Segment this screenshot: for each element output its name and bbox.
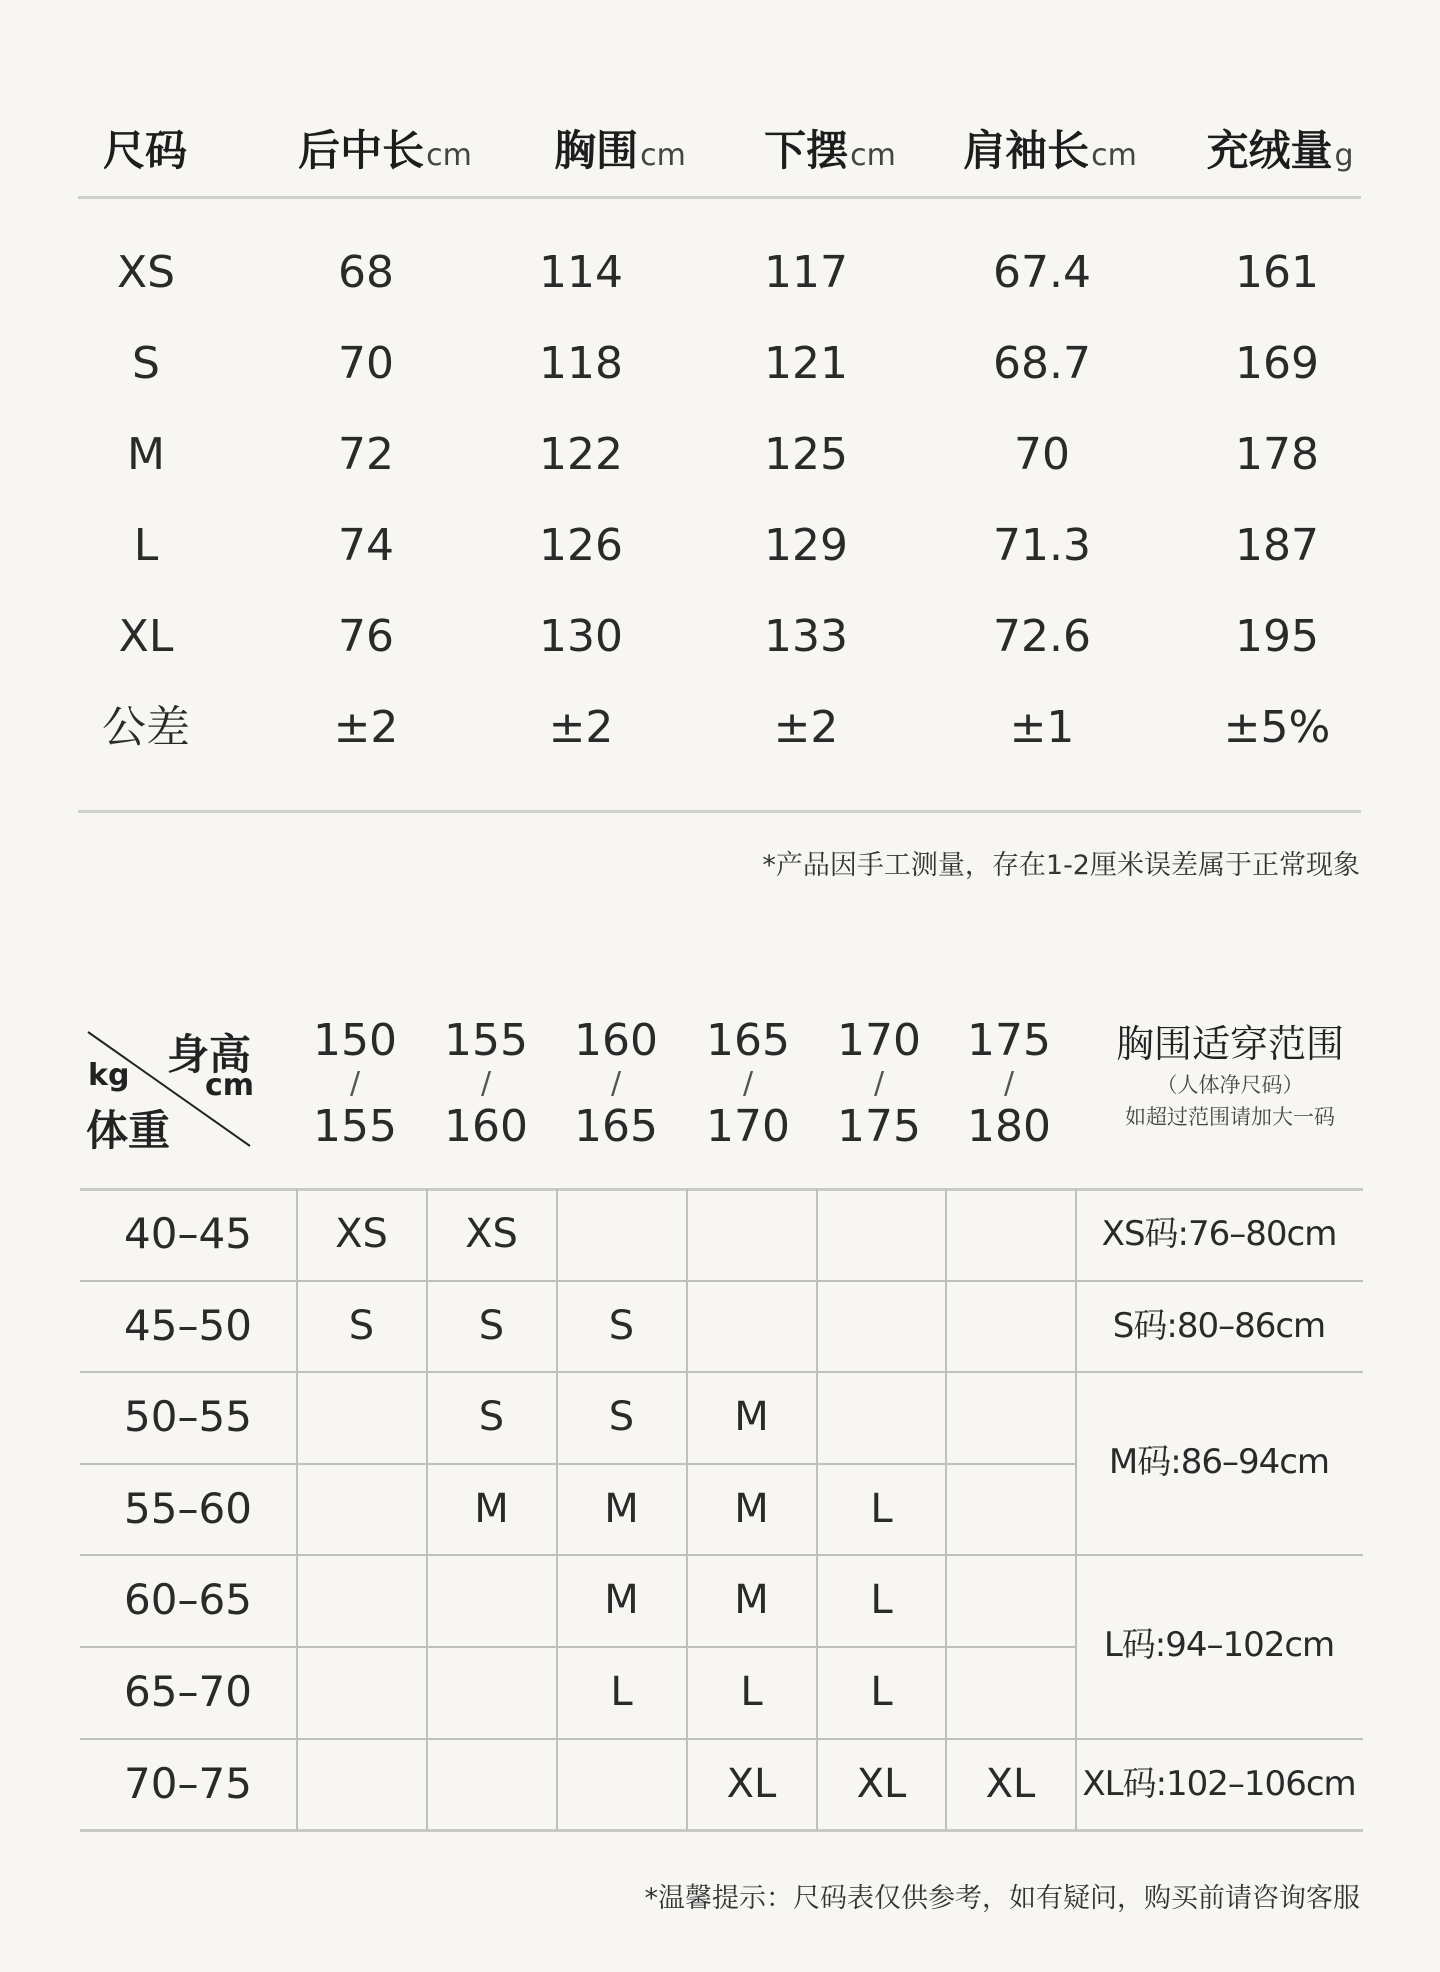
- recommended-size-cell: M: [604, 1486, 639, 1532]
- height-range-header: [421, 1015, 551, 1152]
- height-range-to: 165: [574, 1101, 658, 1152]
- height-range-from: 165: [706, 1015, 790, 1066]
- measurement-note: *产品因手工测量，存在1-2厘米误差属于正常现象: [762, 850, 1360, 881]
- recommended-size-cell: S: [478, 1394, 505, 1440]
- weight-range-cell: 55–60: [124, 1484, 252, 1533]
- weight-unit: kg: [88, 1058, 130, 1093]
- weight-range-cell: 70–75: [124, 1759, 252, 1808]
- chest-range-cell: M码:86–94cm: [1108, 1442, 1330, 1482]
- weight-range-cell: 45–50: [124, 1301, 252, 1350]
- table-bottom-divider: [78, 810, 1361, 813]
- size-value-cell: 74: [338, 520, 394, 571]
- size-value-cell: 195: [1235, 611, 1319, 662]
- size-value-cell: 117: [764, 247, 848, 298]
- height-range-from: 150: [313, 1015, 397, 1066]
- header-down-fill: 充绒量 g: [1206, 126, 1354, 175]
- weight-range-cell: 40–45: [124, 1209, 252, 1258]
- size-value-cell: 68: [338, 247, 394, 298]
- recommended-size-cell: M: [734, 1486, 769, 1532]
- recommended-size-cell: S: [478, 1303, 505, 1349]
- height-range-to: 175: [837, 1101, 921, 1152]
- height-range-from: 170: [837, 1015, 921, 1066]
- recommended-size-cell: L: [870, 1486, 893, 1532]
- recommended-size-cell: M: [734, 1394, 769, 1440]
- size-value-cell: 129: [764, 520, 848, 571]
- height-range-from: 160: [574, 1015, 658, 1066]
- height-range-to: 170: [706, 1101, 790, 1152]
- header-back-length: 后中长 cm: [298, 126, 472, 175]
- chest-range-sub: （人体净尺码）: [1156, 1073, 1304, 1097]
- size-value-cell: 161: [1235, 247, 1319, 298]
- height-range-from: 175: [967, 1015, 1051, 1066]
- header-divider: [78, 196, 1361, 199]
- weight-label: 体重: [86, 1106, 171, 1155]
- recommended-size-cell: XL: [985, 1761, 1036, 1807]
- chest-range-cell: XL码:102–106cm: [1082, 1764, 1356, 1804]
- size-label-cell: M: [127, 429, 165, 480]
- weight-range-cell: 65–70: [124, 1667, 252, 1716]
- recommended-size-cell: S: [608, 1394, 635, 1440]
- recommended-size-cell: M: [474, 1486, 509, 1532]
- height-range-sep: /: [1003, 1066, 1015, 1101]
- height-range-header: [683, 1015, 813, 1152]
- size-value-cell: 72.6: [993, 611, 1091, 662]
- size-value-cell: 133: [764, 611, 848, 662]
- recommended-size-cell: L: [610, 1669, 633, 1715]
- size-value-cell: 121: [764, 338, 848, 389]
- weight-range-cell: 50–55: [124, 1392, 252, 1441]
- size-value-cell: 70: [1014, 429, 1070, 480]
- height-range-from: 155: [444, 1015, 528, 1066]
- recommended-size-cell: S: [608, 1303, 635, 1349]
- height-range-to: 155: [313, 1101, 397, 1152]
- size-value-cell: ±2: [333, 702, 399, 753]
- recommended-size-cell: L: [740, 1669, 763, 1715]
- size-value-cell: 114: [539, 247, 623, 298]
- recommended-size-cell: M: [734, 1577, 769, 1623]
- height-range-to: 160: [444, 1101, 528, 1152]
- height-range-sep: /: [349, 1066, 361, 1101]
- header-hem: 下摆 cm: [764, 126, 896, 175]
- size-value-cell: 130: [539, 611, 623, 662]
- height-label: 身高: [167, 1030, 252, 1079]
- size-label-cell: XL: [118, 611, 174, 662]
- size-value-cell: 126: [539, 520, 623, 571]
- chest-range-cell: L码:94–102cm: [1103, 1625, 1335, 1665]
- height-range-header: [814, 1015, 944, 1152]
- size-value-cell: 67.4: [993, 247, 1091, 298]
- recommended-size-cell: S: [348, 1303, 375, 1349]
- size-value-cell: ±2: [548, 702, 614, 753]
- chest-range-title: 胸围适穿范围: [1115, 1022, 1344, 1066]
- height-unit: cm: [205, 1068, 255, 1103]
- size-label-cell: XS: [116, 247, 176, 298]
- size-value-cell: 68.7: [993, 338, 1091, 389]
- size-value-cell: 118: [539, 338, 623, 389]
- recommended-size-cell: L: [870, 1577, 893, 1623]
- size-value-cell: ±2: [773, 702, 839, 753]
- tip-note: *温馨提示：尺码表仅供参考，如有疑问，购买前请咨询客服: [644, 1883, 1360, 1914]
- recommended-size-cell: XL: [726, 1761, 777, 1807]
- size-value-cell: 71.3: [993, 520, 1091, 571]
- height-range-to: 180: [967, 1101, 1051, 1152]
- size-value-cell: 169: [1235, 338, 1319, 389]
- size-value-cell: 125: [764, 429, 848, 480]
- chest-range-hint: 如超过范围请加大一码: [1125, 1105, 1335, 1129]
- size-label-cell: S: [132, 338, 160, 389]
- size-value-cell: ±1: [1009, 702, 1075, 753]
- recommended-size-cell: M: [604, 1577, 639, 1623]
- height-range-header: [944, 1015, 1074, 1152]
- size-value-cell: ±5%: [1223, 702, 1331, 753]
- header-size: 尺码: [102, 126, 187, 175]
- chest-range-cell: S码:80–86cm: [1112, 1306, 1326, 1346]
- chest-range-header: [1075, 1020, 1385, 1132]
- recommended-size-cell: XS: [465, 1211, 518, 1257]
- size-label-cell: 公差: [102, 702, 190, 753]
- height-range-sep: /: [742, 1066, 754, 1101]
- height-range-sep: /: [610, 1066, 622, 1101]
- chest-range-cell: XS码:76–80cm: [1101, 1214, 1337, 1254]
- size-value-cell: 70: [338, 338, 394, 389]
- height-range-header: [551, 1015, 681, 1152]
- recommended-size-cell: XS: [335, 1211, 388, 1257]
- recommended-size-cell: L: [870, 1669, 893, 1715]
- recommended-size-cell: XL: [856, 1761, 907, 1807]
- header-sleeve-length: 肩袖长 cm: [963, 126, 1137, 175]
- height-range-header: [290, 1015, 420, 1152]
- weight-range-cell: 60–65: [124, 1575, 252, 1624]
- header-chest: 胸围 cm: [554, 126, 686, 175]
- size-value-cell: 187: [1235, 520, 1319, 571]
- size-value-cell: 178: [1235, 429, 1319, 480]
- size-value-cell: 122: [539, 429, 623, 480]
- height-range-sep: /: [480, 1066, 492, 1101]
- size-value-cell: 72: [338, 429, 394, 480]
- size-label-cell: L: [133, 520, 159, 571]
- size-value-cell: 76: [338, 611, 394, 662]
- height-range-sep: /: [873, 1066, 885, 1101]
